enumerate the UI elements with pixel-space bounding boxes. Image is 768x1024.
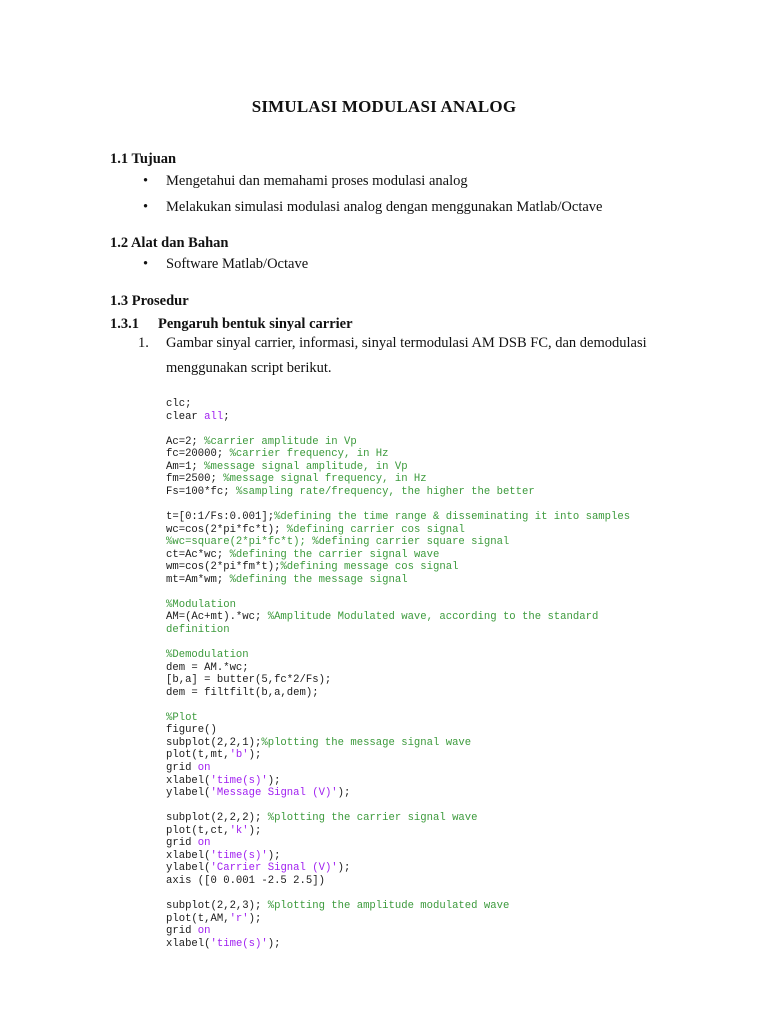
- code-line: [166, 461, 408, 473]
- code-text: );: [248, 749, 262, 762]
- code-text: wm=cos(2*pi*fm*t);: [166, 561, 281, 574]
- code-line: [166, 574, 408, 586]
- code-text: figure(): [166, 724, 217, 737]
- code-string: 'Message Signal (V)': [210, 787, 338, 800]
- code-line: [166, 775, 280, 787]
- code-keyword: on: [197, 761, 211, 774]
- code-line: [166, 549, 439, 561]
- code-line: [166, 749, 261, 761]
- code-text: [b,a] = butter(5,fc*2/Fs);: [166, 674, 332, 687]
- code-string: 'b': [229, 749, 249, 762]
- code-text: t=[0:1/Fs:0.001];: [166, 510, 275, 523]
- code-line: [166, 875, 325, 887]
- list-item: Mengetahui dan memahami proses modulasi analog: [166, 173, 468, 189]
- code-text: );: [337, 862, 351, 875]
- code-text: fm=2500;: [166, 473, 224, 486]
- bullet-icon: •: [143, 199, 149, 215]
- code-text: wc=cos(2*pi*fc*t);: [166, 523, 287, 536]
- code-text: Ac=2;: [166, 435, 205, 448]
- list-item: Melakukan simulasi modulasi analog dengan menggunakan Matlab/Octave: [166, 199, 603, 215]
- code-text: subplot(2,2,3);: [166, 900, 268, 912]
- code-string: 'Carrier Signal (V)': [210, 862, 338, 875]
- code-block: [166, 398, 746, 958]
- code-text: );: [337, 787, 351, 800]
- code-text: axis ([0 0.001 -2.5 2.5]): [166, 874, 325, 887]
- bullet-icon: •: [143, 173, 149, 189]
- code-string: 'r': [229, 912, 249, 925]
- code-line: [166, 712, 198, 724]
- code-comment: %plotting the amplitude modulated wave: [267, 900, 510, 912]
- code-string: 'time(s)': [210, 774, 268, 787]
- code-comment: %defining message cos signal: [280, 561, 459, 574]
- code-text: plot(t,mt,: [166, 749, 230, 762]
- section-heading-alat: 1.2 Alat dan Bahan: [110, 235, 229, 251]
- code-comment: %defining carrier cos signal: [286, 523, 465, 536]
- code-comment: %Amplitude Modulated wave, according to the standard: [267, 611, 599, 624]
- code-comment: %Plot: [166, 711, 198, 724]
- code-text: ylabel(: [166, 787, 211, 800]
- code-text: ylabel(: [166, 862, 211, 875]
- code-line: [166, 724, 217, 736]
- code-keyword: on: [197, 925, 211, 938]
- code-text: grid: [166, 761, 198, 774]
- code-line: [166, 762, 211, 774]
- code-line: [166, 536, 509, 548]
- code-line: [166, 561, 458, 573]
- code-text: grid: [166, 837, 198, 850]
- code-comment: %plotting the message signal wave: [261, 736, 472, 749]
- step-number: 1.: [138, 335, 149, 351]
- code-line: [166, 662, 249, 674]
- code-line: [166, 436, 357, 448]
- section-heading-prosedur: 1.3 Prosedur: [110, 293, 189, 309]
- list-item: Software Matlab/Octave: [166, 256, 309, 272]
- code-line: [166, 862, 350, 874]
- code-comment: %carrier frequency, in Hz: [229, 448, 389, 461]
- code-text: grid: [166, 925, 198, 938]
- code-text: dem = AM.*wc;: [166, 661, 249, 674]
- code-string: 'time(s)': [210, 937, 268, 950]
- code-comment: %message signal amplitude, in Vp: [204, 460, 408, 473]
- code-text: );: [267, 774, 281, 787]
- code-keyword: all: [204, 410, 224, 423]
- code-text: mt=Am*wm;: [166, 573, 230, 586]
- subsection-number: 1.3.1: [110, 316, 139, 332]
- code-line: [166, 611, 598, 623]
- code-text: fc=20000;: [166, 448, 230, 461]
- code-comment: %defining the carrier signal wave: [229, 548, 440, 561]
- code-text: );: [248, 824, 262, 837]
- code-line: [166, 486, 535, 498]
- code-comment: %Modulation: [166, 598, 236, 611]
- code-line: [166, 674, 331, 686]
- code-text: );: [267, 849, 281, 862]
- code-line: [166, 938, 280, 950]
- subsection-title: Pengaruh bentuk sinyal carrier: [158, 316, 353, 332]
- code-text: dem = filtfilt(b,a,dem);: [166, 686, 319, 699]
- code-line: [166, 925, 211, 937]
- code-text: clc;: [166, 398, 192, 410]
- code-line: [166, 900, 509, 912]
- code-line: [166, 812, 478, 824]
- code-text: plot(t,AM,: [166, 912, 230, 925]
- code-comment: definition: [166, 623, 230, 636]
- code-comment: %wc=square(2*pi*fc*t); %defining carrier square signal: [166, 536, 510, 549]
- code-comment: %plotting the carrier signal wave: [267, 812, 478, 825]
- code-line: [166, 524, 465, 536]
- code-text: AM=(Ac+mt).*wc;: [166, 611, 268, 624]
- code-text: );: [267, 937, 281, 950]
- code-line: [166, 473, 427, 485]
- page-title: SIMULASI MODULASI ANALOG: [251, 97, 517, 116]
- code-text: xlabel(: [166, 774, 211, 787]
- code-text: clear: [166, 410, 205, 423]
- code-comment: %defining the message signal: [229, 573, 408, 586]
- code-line: [166, 687, 319, 699]
- code-line: [166, 787, 350, 799]
- code-line: [166, 649, 249, 661]
- code-comment: %defining the time range & disseminating it into samples: [274, 510, 631, 523]
- code-comment: %Demodulation: [166, 649, 249, 661]
- code-keyword: on: [197, 837, 211, 850]
- code-line: [166, 624, 230, 636]
- code-text: xlabel(: [166, 937, 211, 950]
- code-text: subplot(2,2,2);: [166, 812, 268, 825]
- code-line: [166, 837, 211, 849]
- code-line: [166, 411, 230, 423]
- code-text: plot(t,ct,: [166, 824, 230, 837]
- code-text: Am=1;: [166, 460, 205, 473]
- code-line: [166, 448, 389, 460]
- code-text: subplot(2,2,1);: [166, 736, 262, 749]
- code-line: [166, 398, 191, 410]
- step-text-line2: menggunakan script berikut.: [166, 360, 332, 376]
- bullet-icon: •: [143, 256, 149, 272]
- code-string: 'time(s)': [210, 849, 268, 862]
- code-text: xlabel(: [166, 849, 211, 862]
- code-comment: %message signal frequency, in Hz: [223, 473, 427, 486]
- code-text: ct=Ac*wc;: [166, 548, 230, 561]
- code-line: [166, 599, 236, 611]
- step-text-line1: Gambar sinyal carrier, informasi, sinyal termodulasi AM DSB FC, dan demodulasi: [166, 335, 647, 351]
- code-line: [166, 850, 280, 862]
- code-line: [166, 913, 261, 925]
- section-heading-tujuan: 1.1 Tujuan: [110, 151, 177, 167]
- code-text: ;: [223, 410, 230, 423]
- code-comment: %carrier amplitude in Vp: [204, 435, 357, 448]
- code-comment: %sampling rate/frequency, the higher the better: [235, 485, 535, 498]
- code-line: [166, 511, 630, 523]
- code-text: Fs=100*fc;: [166, 485, 236, 498]
- code-line: [166, 825, 261, 837]
- code-text: );: [248, 912, 262, 925]
- code-line: [166, 737, 471, 749]
- code-string: 'k': [229, 824, 249, 837]
